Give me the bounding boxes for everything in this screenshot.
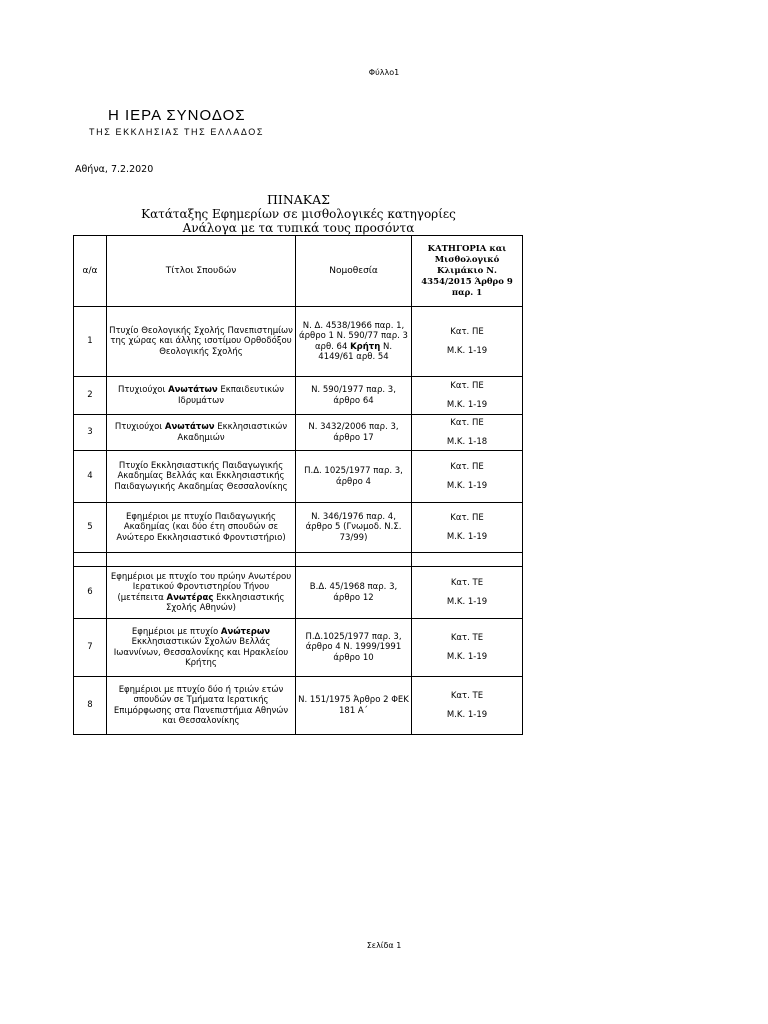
category-label: Κατ. ΤΕ (450, 577, 484, 588)
table-row (74, 451, 523, 503)
empty-cell (296, 553, 412, 567)
table-row (74, 619, 523, 677)
table-row (74, 377, 523, 415)
row-category (412, 677, 523, 735)
row-title (107, 415, 296, 451)
row-title (107, 377, 296, 415)
row-category (412, 415, 523, 451)
text-part: Εφημέριοι με πτυχίο Παιδαγωγικής Ακαδημίας (και δύο έτη σπουδών σε Ανώτερο Εκκλησιαστικό Φροντιστήριο) (116, 511, 286, 543)
category-label: Κατ. ΠΕ (450, 512, 484, 523)
row-legislation (296, 567, 412, 619)
text-part: Πτυχίο Εκκλησιαστικής Παιδαγωγικής Ακαδημίας Βελλάς και Εκκλησιαστικής Παιδαγωγικής Ακαδημίας Θεσσαλονίκης (114, 460, 288, 492)
text-part: Β.Δ. 45/1968 παρ. 3, άρθρο 12 (309, 582, 398, 603)
row-number: 2 (74, 377, 107, 415)
heading-title: ΠΙΝΑΚΑΣ (266, 192, 330, 207)
bold-text: Ανωτάτων (164, 422, 215, 432)
page-label: Σελίδα 1 (366, 941, 402, 950)
table-row (74, 567, 523, 619)
text-part: Εκκλησιαστικών Ακαδημιών (177, 422, 288, 443)
row-number: 7 (74, 619, 107, 677)
bold-text: Ανωτάτων (168, 385, 218, 395)
table-row (74, 415, 523, 451)
header-num: α/α (74, 236, 107, 307)
row-number: 8 (74, 677, 107, 735)
category-label: Κατ. ΤΕ (450, 632, 484, 643)
row-number: 5 (74, 503, 107, 553)
row-number: 4 (74, 451, 107, 503)
text-part: Πτυχιούχοι (118, 385, 166, 395)
category-label: Κατ. ΠΕ (450, 380, 484, 391)
document-heading (75, 193, 522, 235)
row-category (412, 503, 523, 553)
sheet-label: Φύλλο1 (368, 68, 400, 77)
empty-cell (74, 553, 107, 567)
row-legislation (296, 377, 412, 415)
text-part: Εκκλησιαστικών Σχολών Βελλάς Ιωαννίνων, Θεσσαλονίκης και Ηρακλείου Κρήτης (113, 637, 289, 668)
text-part: Εφημέριοι με πτυχίο του πρώην Ανωτέρου Ιερατικού Φροντιστηρίου Τήνου (μετέπειτα (110, 571, 292, 603)
text-part: Ν. 4149/61 αρθ. 54 (318, 341, 393, 362)
row-category (412, 619, 523, 677)
row-title (107, 567, 296, 619)
row-legislation (296, 415, 412, 451)
row-category (412, 451, 523, 503)
row-legislation (296, 451, 412, 503)
table-row (74, 307, 523, 377)
text-part: Ν. 590/1977 παρ. 3, άρθρο 64 (311, 385, 396, 406)
grade-label: Μ.Κ. 1-19 (446, 597, 488, 607)
row-title (107, 307, 296, 377)
text-part: Ν. Δ. 4538/1966 παρ. 1, άρθρο 1 Ν. 590/77 παρ. 3 αρθ. 64 (299, 320, 408, 352)
row-legislation (296, 307, 412, 377)
row-title (107, 451, 296, 503)
grade-label: Μ.Κ. 1-19 (446, 652, 488, 662)
table-row (74, 503, 523, 553)
category-label: Κατ. ΠΕ (450, 326, 484, 337)
row-title (107, 677, 296, 735)
grade-label: Μ.Κ. 1-19 (446, 532, 488, 542)
heading-subtitle-2: Ανάλογα με τα τυπικά τους προσόντα (182, 221, 415, 235)
header-title: Τίτλοι Σπουδών (107, 236, 296, 307)
classification-table (73, 235, 523, 735)
category-label: Κατ. ΤΕ (450, 690, 484, 701)
grade-label: Μ.Κ. 1-19 (446, 346, 488, 356)
table-body (74, 307, 523, 735)
text-part: Εφημέριοι με πτυχίο δύο ή τριών ετών σπουδών σε Τμήματα Ιερατικής Επιμόρφωσης στα Πανεπιστήμια Αθηνών και Θεσσαλονίκης (113, 684, 289, 726)
text-part: Ν. 346/1976 παρ. 4, άρθρο 5 (Γνωμοδ. Ν.Σ. 73/99) (305, 511, 402, 543)
bold-text: Ανωτέρας (166, 592, 214, 603)
row-title (107, 503, 296, 553)
bold-text: Κρήτη (350, 341, 381, 352)
empty-cell (412, 553, 523, 567)
date-line: Αθήνα, 7.2.2020 (75, 164, 154, 175)
row-category (412, 307, 523, 377)
table-row (74, 677, 523, 735)
category-label: Κατ. ΠΕ (450, 461, 484, 472)
text-part: Εκπαιδευτικών Ιδρυμάτων (177, 385, 284, 406)
row-category (412, 567, 523, 619)
text-part: Πτυχίο Θεολογικής Σχολής Πανεπιστημίων της χώρας και άλλης ισοτίμου Ορθοδόξου Θεολογικής Σχολής (109, 325, 293, 357)
row-number: 1 (74, 307, 107, 377)
organization-name: Η ΙΕΡΑ ΣΥΝΟΔΟΣ (108, 107, 246, 124)
text-part: Π.Δ. 1025/1977 παρ. 3, άρθρο 4 (304, 466, 403, 487)
table-spacer-row (74, 553, 523, 567)
text-part: Εφημέριοι με πτυχίο (131, 626, 219, 637)
grade-label: Μ.Κ. 1-19 (446, 481, 488, 491)
row-number: 3 (74, 415, 107, 451)
row-title (107, 619, 296, 677)
empty-cell (107, 553, 296, 567)
text-part: Π.Δ.1025/1977 παρ. 3, άρθρο 4 Ν. 1999/1991 άρθρο 10 (305, 631, 402, 663)
category-label: Κατ. ΠΕ (450, 417, 484, 428)
text-part: Πτυχιούχοι (114, 422, 163, 432)
header-category: ΚΑΤΗΓΟΡΙΑ και Μισθολογικό Κλιμάκιο Ν. 4354/2015 Άρθρο 9 παρ. 1 (412, 236, 523, 307)
grade-label: Μ.Κ. 1-18 (446, 437, 488, 447)
table-header-row (74, 236, 523, 307)
organization-subtitle: ΤΗΣ ΕΚΚΛΗΣΙΑΣ ΤΗΣ ΕΛΛΑΔΟΣ (89, 127, 265, 137)
text-part: Ν. 3432/2006 παρ. 3, άρθρο 17 (308, 422, 399, 443)
row-category (412, 377, 523, 415)
text-part: Εκκλησιαστικής Σχολής Αθηνών) (166, 592, 285, 613)
row-legislation (296, 503, 412, 553)
header-legislation: Νομοθεσία (296, 236, 412, 307)
text-part: Ν. 151/1975 Άρθρο 2 ΦΕΚ 181 Α΄ (298, 695, 409, 716)
row-number: 6 (74, 567, 107, 619)
grade-label: Μ.Κ. 1-19 (446, 710, 488, 720)
row-legislation (296, 619, 412, 677)
row-legislation (296, 677, 412, 735)
grade-label: Μ.Κ. 1-19 (446, 400, 488, 410)
heading-subtitle: Κατάταξης Εφημερίων σε μισθολογικές κατηγορίες (141, 207, 456, 221)
bold-text: Ανώτερων (220, 626, 271, 637)
